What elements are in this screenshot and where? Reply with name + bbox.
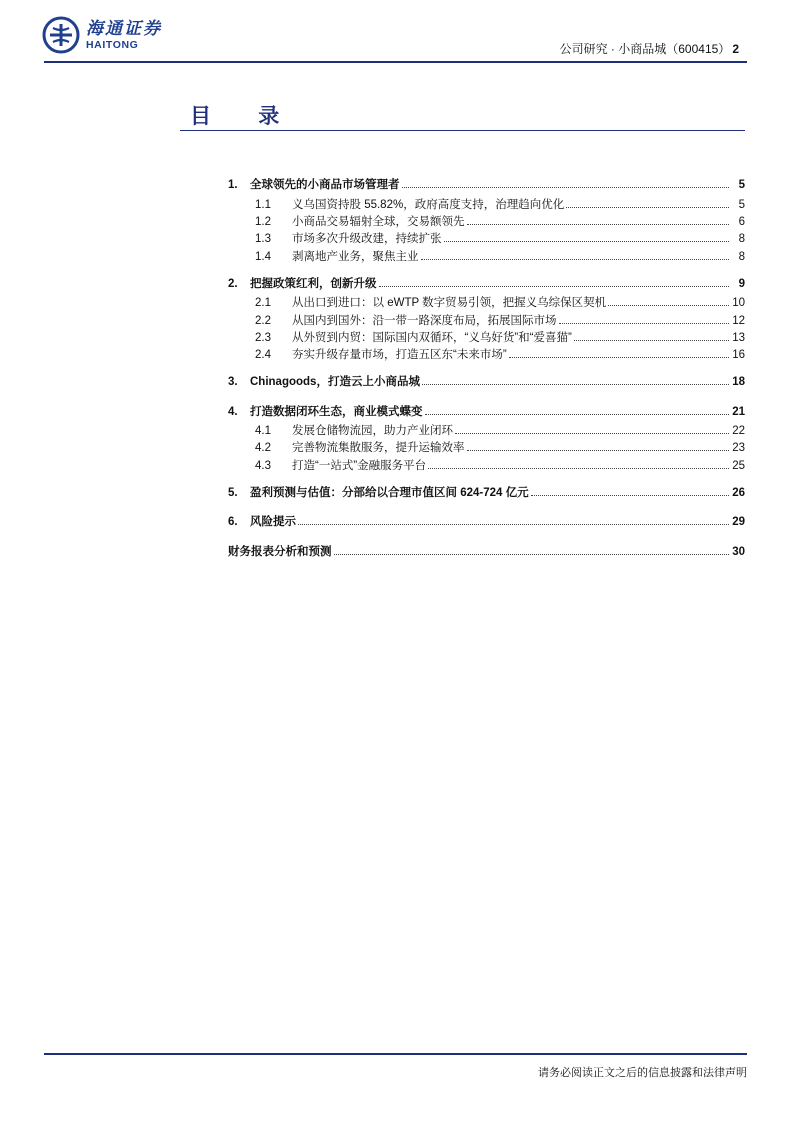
toc-entry[interactable] xyxy=(228,313,745,329)
toc-entry-title: 剥离地产业务，聚焦主业 xyxy=(292,251,419,263)
toc-entry[interactable] xyxy=(228,485,745,501)
toc-entry[interactable] xyxy=(228,458,745,474)
toc-entry[interactable] xyxy=(228,214,745,230)
toc-entry-number: 2.4 xyxy=(255,349,271,361)
toc-entry-number: 2.3 xyxy=(255,332,271,344)
toc-entry-title: 打造“一站式”金融服务平台 xyxy=(292,460,427,472)
toc-dot-leader xyxy=(402,187,730,188)
toc-entry-title: 夯实升级存量市场，打造五区东“未来市场” xyxy=(292,349,507,361)
toc-entry-page: 9 xyxy=(738,278,745,290)
toc-dot-leader xyxy=(566,207,729,208)
toc-dot-leader xyxy=(531,495,729,496)
toc-entry-title: 打造数据闭环生态，商业模式蝶变 xyxy=(250,406,423,418)
footer-disclaimer: 请务必阅读正文之后的信息披露和法律声明 xyxy=(538,1067,747,1079)
toc-entry[interactable] xyxy=(228,347,745,363)
toc-entry-number: 1.1 xyxy=(255,199,271,211)
toc-dot-leader xyxy=(334,554,730,555)
toc-entry[interactable] xyxy=(228,404,745,420)
toc-entry-page: 23 xyxy=(732,442,745,454)
toc-entry-number: 1.2 xyxy=(255,216,271,228)
toc-entry-page: 10 xyxy=(732,297,745,309)
toc-dot-leader xyxy=(509,357,729,358)
toc-entry-title: 发展仓储物流园，助力产业闭环 xyxy=(292,425,453,437)
toc-dot-leader xyxy=(574,340,729,341)
toc-dot-leader xyxy=(379,286,730,287)
footer-divider xyxy=(44,1053,747,1055)
toc-dot-leader xyxy=(559,323,730,324)
logo-english-name: HAITONG xyxy=(86,39,139,51)
toc-dot-leader xyxy=(422,384,729,385)
toc-entry-page: 6 xyxy=(738,216,745,228)
toc-entry-title: 财务报表分析和预测 xyxy=(228,546,332,558)
header-divider xyxy=(44,61,747,63)
toc-entry-number: 3. xyxy=(228,376,238,388)
toc-dot-leader xyxy=(298,524,729,525)
toc-entry-page: 25 xyxy=(732,460,745,472)
toc-dot-leader xyxy=(425,414,730,415)
toc-entry-page: 18 xyxy=(732,376,745,388)
toc-entry-page: 30 xyxy=(732,546,745,558)
toc-entry[interactable] xyxy=(228,231,745,247)
toc-entry-number: 4.1 xyxy=(255,425,271,437)
toc-entry[interactable] xyxy=(228,544,745,560)
toc-entry-number: 4. xyxy=(228,406,238,418)
toc-entry-title: 完善物流集散服务，提升运输效率 xyxy=(292,442,465,454)
company-info: 公司研究 · 小商品城（600415） xyxy=(559,42,731,56)
toc-entry[interactable] xyxy=(228,177,745,193)
toc-entry[interactable] xyxy=(228,330,745,346)
toc-entry[interactable] xyxy=(228,197,745,213)
toc-entry-page: 8 xyxy=(738,233,745,245)
toc-entry-page: 13 xyxy=(732,332,745,344)
toc-entry-number: 1.4 xyxy=(255,251,271,263)
toc-entry-page: 29 xyxy=(732,516,745,528)
toc-entry-page: 21 xyxy=(732,406,745,418)
toc-title: 目 录 xyxy=(190,103,300,128)
toc-entry[interactable] xyxy=(228,440,745,456)
toc-entry-page: 12 xyxy=(732,315,745,327)
toc-entry[interactable] xyxy=(228,423,745,439)
toc-entry[interactable] xyxy=(228,514,745,530)
toc-entry-number: 2. xyxy=(228,278,238,290)
toc-title-underline xyxy=(180,130,745,131)
logo-chinese-name: 海通证券 xyxy=(86,19,162,39)
toc-entry-title: 全球领先的小商品市场管理者 xyxy=(250,179,400,191)
toc-entry-title: 风险提示 xyxy=(250,516,296,528)
toc-entry-title: 义乌国资持股 55.82%，政府高度支持，治理趋向优化 xyxy=(292,199,565,211)
toc-entry-page: 16 xyxy=(732,349,745,361)
toc-entry-number: 5. xyxy=(228,487,238,499)
toc-entry-page: 8 xyxy=(738,251,745,263)
toc-dot-leader xyxy=(428,468,729,469)
toc-entry-number: 1.3 xyxy=(255,233,271,245)
haitong-emblem-icon xyxy=(42,16,80,54)
toc-dot-leader xyxy=(444,241,730,242)
toc-entry[interactable] xyxy=(228,276,745,292)
toc-entry-title: 从外贸到内贸：国际国内双循环，“义乌好货”和“爱喜猫” xyxy=(292,332,572,344)
toc-entry-number: 6. xyxy=(228,516,238,528)
toc-dot-leader xyxy=(608,305,729,306)
toc-entry-number: 4.3 xyxy=(255,460,271,472)
toc-entry-page: 5 xyxy=(738,199,745,211)
toc-entry-page: 26 xyxy=(732,487,745,499)
toc-entry-title: 把握政策红利，创新升级 xyxy=(250,278,377,290)
toc-dot-leader xyxy=(467,224,730,225)
toc-entry-title: 小商品交易辐射全球，交易额领先 xyxy=(292,216,465,228)
toc-entry[interactable] xyxy=(228,374,745,390)
toc-entry-title: 从出口到进口：以 eWTP 数字贸易引领，把握义乌综保区契机 xyxy=(292,297,607,309)
toc-entry-number: 2.2 xyxy=(255,315,271,327)
toc-entry-title: 盈利预测与估值：分部给以合理市值区间 624-724 亿元 xyxy=(250,487,529,499)
toc-dot-leader xyxy=(467,450,730,451)
toc-entry-title: 市场多次升级改建，持续扩张 xyxy=(292,233,442,245)
page-number: 2 xyxy=(732,42,739,56)
toc-entry[interactable] xyxy=(228,295,745,311)
toc-entry-title: 从国内到国外：沿一带一路深度布局，拓展国际市场 xyxy=(292,315,557,327)
toc-entry[interactable] xyxy=(228,249,745,265)
toc-entry-title: Chinagoods，打造云上小商品城 xyxy=(250,376,420,388)
toc-entry-number: 1. xyxy=(228,179,238,191)
toc-entry-page: 5 xyxy=(738,179,745,191)
header-report-info xyxy=(560,40,739,57)
toc-dot-leader xyxy=(421,259,730,260)
toc-dot-leader xyxy=(455,433,729,434)
haitong-logo xyxy=(42,16,162,54)
toc-entry-number: 4.2 xyxy=(255,442,271,454)
toc-entry-number: 2.1 xyxy=(255,297,271,309)
toc-entry-page: 22 xyxy=(732,425,745,437)
